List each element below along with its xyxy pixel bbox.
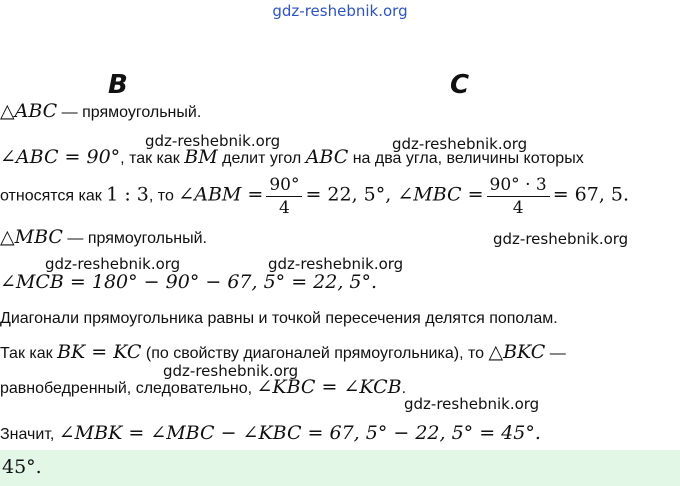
line-8-text: . [401, 380, 407, 397]
line-3-text: относятся как [0, 187, 107, 205]
angle-mbc-value: = 67, 5. [552, 183, 630, 206]
line-2-text: на два угла, величины которых [348, 150, 584, 167]
angle-abc-90: ∠ABC = 90° [0, 146, 121, 168]
angle-abm-value: = 22, 5°, [305, 183, 398, 206]
watermark: gdz-reshebnik.org [45, 255, 181, 273]
angles-equal: ∠KBC = ∠KCB [256, 376, 402, 398]
solution-line-9 [0, 422, 541, 444]
watermark: gdz-reshebnik.org [392, 135, 528, 153]
line-1-text: — прямоугольный. [57, 104, 202, 121]
fraction-numerator: 90° [266, 174, 302, 197]
fraction-abm [266, 174, 302, 219]
triangle-bkc: △BKC [488, 341, 546, 363]
line-3-text: , то [148, 187, 179, 205]
watermark: gdz-reshebnik.org [268, 255, 404, 273]
header-letter-b: B [108, 70, 128, 100]
line-2-text: делит угол [217, 150, 306, 167]
fraction-denominator: 4 [512, 198, 524, 218]
line-4-text: — прямоугольный. [62, 230, 207, 247]
fraction-mbc [487, 174, 550, 219]
line-8-text: равнобедренный, следовательно, [0, 380, 257, 397]
ratio: 1 : 3 [106, 183, 149, 206]
segment-bm: BM [184, 146, 218, 168]
watermark: gdz-reshebnik.org [493, 230, 629, 248]
solution-line-7 [0, 341, 566, 363]
line-9-text: Значит, [0, 426, 59, 443]
watermark: gdz-reshebnik.org [163, 362, 299, 380]
diagonals-equal: BK = KC [57, 341, 142, 363]
answer-box [0, 450, 680, 486]
top-watermark: gdz-reshebnik.org [272, 2, 408, 20]
angle-abm: ∠ABM = [178, 183, 264, 206]
solution-line-4 [0, 226, 207, 248]
angle-mbk-equation: ∠MBK = ∠MBC − ∠KBC = 67, 5° − 22, 5° = 45°. [58, 422, 541, 444]
line-7-text: Так как [0, 345, 58, 362]
fraction-denominator: 4 [278, 198, 290, 218]
triangle-abc: △ABC [0, 100, 58, 122]
angle-abc-name: ABC [305, 146, 349, 168]
angle-mcb-equation: ∠MCB = 180° − 90° − 67, 5° = 22, 5°. [0, 271, 378, 293]
line-7-text: — [545, 345, 566, 362]
solution-line-6 [0, 310, 558, 328]
angle-mbc: ∠MBC = [397, 183, 484, 206]
header-letter-c: C [450, 70, 470, 100]
watermark: gdz-reshebnik.org [404, 395, 540, 413]
solution-line-1 [0, 100, 201, 122]
fraction-numerator: 90° · 3 [487, 174, 550, 197]
answer-value: 45°. [2, 456, 42, 478]
solution-line-3 [0, 174, 629, 219]
triangle-mbc: △MBC [0, 226, 63, 248]
line-6-text: Диагонали прямоугольника равны и точкой пересечения делятся пополам. [0, 310, 558, 327]
solution-line-5 [0, 271, 377, 293]
line-7-text: (по свойству диагоналей прямоугольника), то [141, 345, 489, 362]
watermark: gdz-reshebnik.org [145, 132, 281, 150]
solution-line-2 [0, 146, 584, 168]
line-2-text: , так как [120, 150, 185, 167]
solution-line-8 [0, 376, 406, 398]
